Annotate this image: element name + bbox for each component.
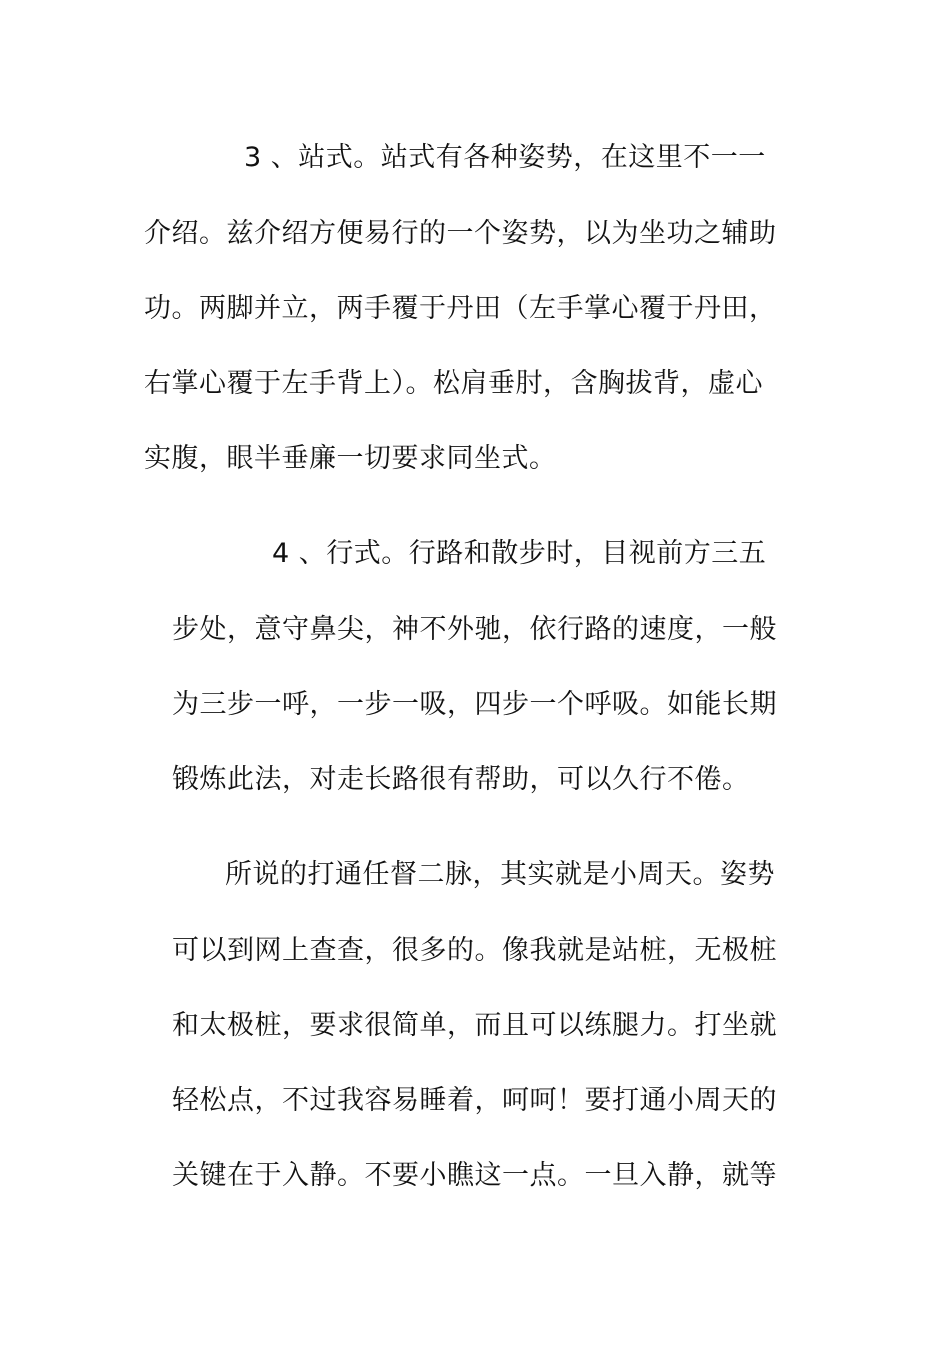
text-line: 介绍。兹介绍方便易行的一个姿势，以为坐功之辅助	[144, 218, 777, 249]
text-line: 锻炼此法，对走长路很有帮助，可以久行不倦。	[172, 764, 750, 795]
text-line: 4 、行式。行路和散步时，目视前方三五	[272, 538, 767, 569]
text-line: 和太极桩，要求很简单，而且可以练腿力。打坐就	[172, 1010, 777, 1041]
text-line: 所说的打通任督二脉，其实就是小周天。姿势	[225, 859, 775, 890]
text-line: 关键在于入静。不要小瞧这一点。一旦入静，就等	[172, 1160, 777, 1191]
text-line: 轻松点，不过我容易睡着，呵呵！要打通小周天的	[172, 1085, 777, 1116]
text-line: 3 、站式。站式有各种姿势，在这里不一一	[244, 142, 766, 173]
text-line: 右掌心覆于左手背上）。松肩垂肘，含胸拔背，虚心	[144, 368, 763, 399]
text-line: 实腹，眼半垂廉一切要求同坐式。	[144, 443, 557, 474]
text-line: 步处，意守鼻尖，神不外驰，依行路的速度，一般	[172, 614, 777, 645]
text-line: 可以到网上查查，很多的。像我就是站桩，无极桩	[172, 935, 777, 966]
text-line: 为三步一呼，一步一吸，四步一个呼吸。如能长期	[172, 689, 777, 720]
text-line: 功。两脚并立，两手覆于丹田（左手掌心覆于丹田，	[144, 293, 777, 324]
